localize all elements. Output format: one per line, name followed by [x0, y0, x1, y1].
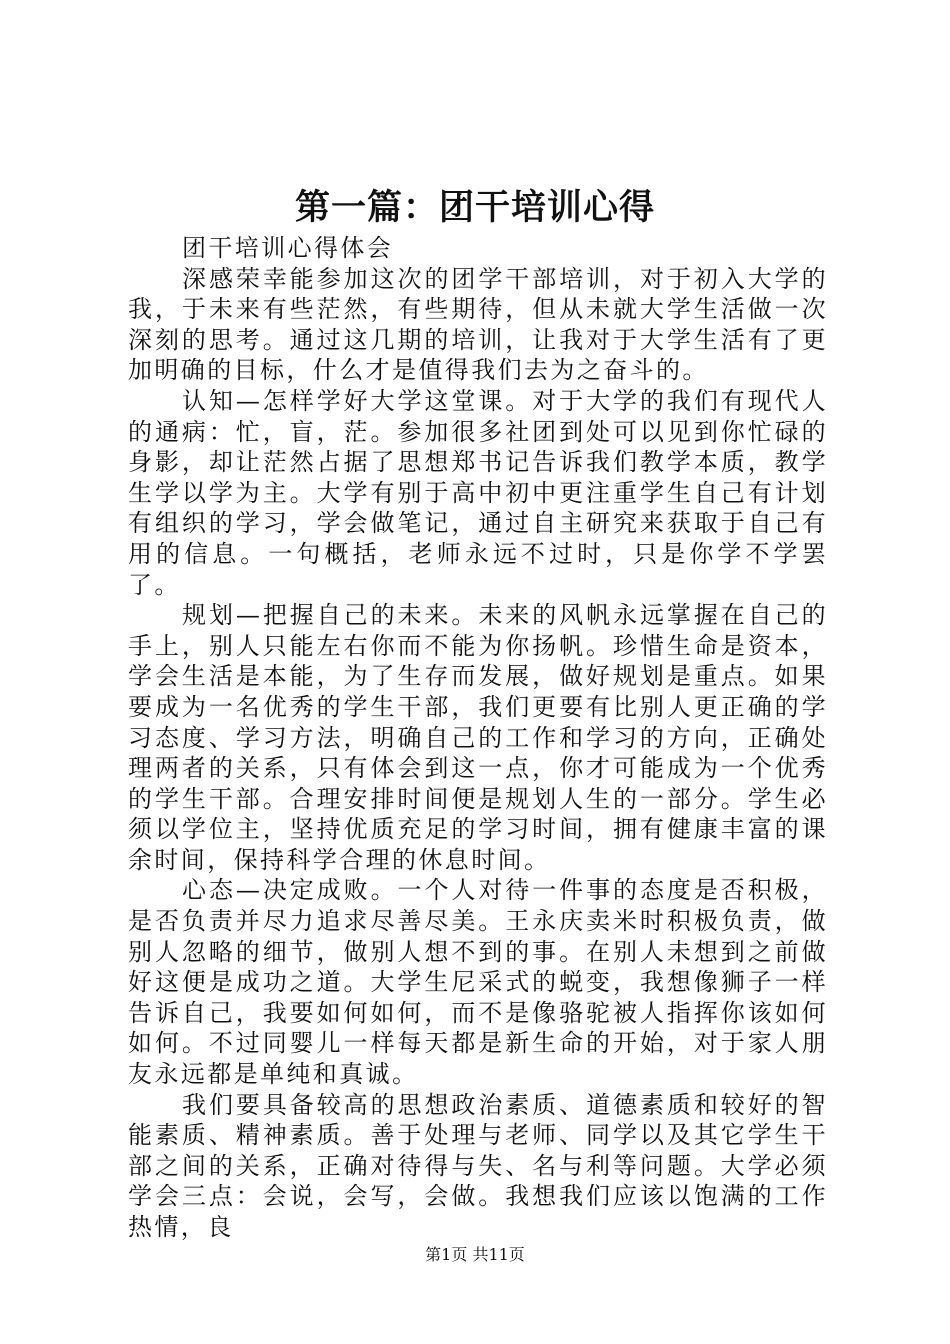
body-paragraph: 我们要具备较高的思想政治素质、道德素质和较好的智能素质、精神素质。善于处理与老师、同学以及其它学生干部之间的关系，正确对待得与失、名与利等问题。大学必须学会三点：会说，会写，会做。我想我们应该以饱满的工作热情，良 — [128, 1090, 828, 1241]
page-number-label: 第1页 共11页 — [425, 1245, 525, 1264]
document-title: 第一篇：团干培训心得 — [294, 187, 655, 228]
body-paragraph: 心态—决定成败。一个人对待一件事的态度是否积极，是否负责并尽力追求尽善尽美。王永庆卖米时积极负责，做别人忽略的细节，做别人想不到的事。在别人未想到之前做好这便是成功之道。大学生尼采式的蜕变，我想像狮子一样告诉自己，我要如何如何，而不是像骆驼被人指挥你该如何如何。不过同婴儿一样每天都是新生命的开始，对于家人朋友永远都是单纯和真诚。 — [128, 876, 828, 1089]
subtitle-paragraph: 团干培训心得体会 — [182, 234, 394, 262]
page-footer — [0, 1244, 950, 1266]
body-paragraph: 深感荣幸能参加这次的团学干部培训，对于初入大学的我，于未来有些茫然，有些期待，但从未就大学生活做一次深刻的思考。通过这几期的培训，让我对于大学生活有了更加明确的目标，什么才是值得我们去为之奋斗的。 — [128, 264, 828, 385]
document-body — [128, 233, 828, 1243]
body-paragraph: 认知—怎样学好大学这堂课。对于大学的我们有现代人的通病：忙，盲，茫。参加很多社团到处可以见到你忙碌的身影，却让茫然占据了思想郑书记告诉我们教学本质，教学生学以学为主。大学有别于高中初中更注重学生自己有计划有组织的学习，学会做笔记，通过自主研究来获取于自己有用的信息。一句概括，老师永远不过时，只是你学不学罢了。 — [128, 386, 828, 599]
body-paragraph: 规划—把握自己的未来。未来的风帆永远掌握在自己的手上，别人只能左右你而不能为你扬帆。珍惜生命是资本，学会生活是本能，为了生存而发展，做好规划是重点。如果要成为一名优秀的学生干部，我们更要有比别人更正确的学习态度、学习方法，明确自己的工作和学习的方向，正确处理两者的关系，只有体会到这一点，你才可能成为一个优秀的学生干部。合理安排时间便是规划人生的一部分。学生必须以学位主，坚持优质充足的学习时间，拥有健康丰富的课余时间，保持科学合理的休息时间。 — [128, 601, 828, 874]
